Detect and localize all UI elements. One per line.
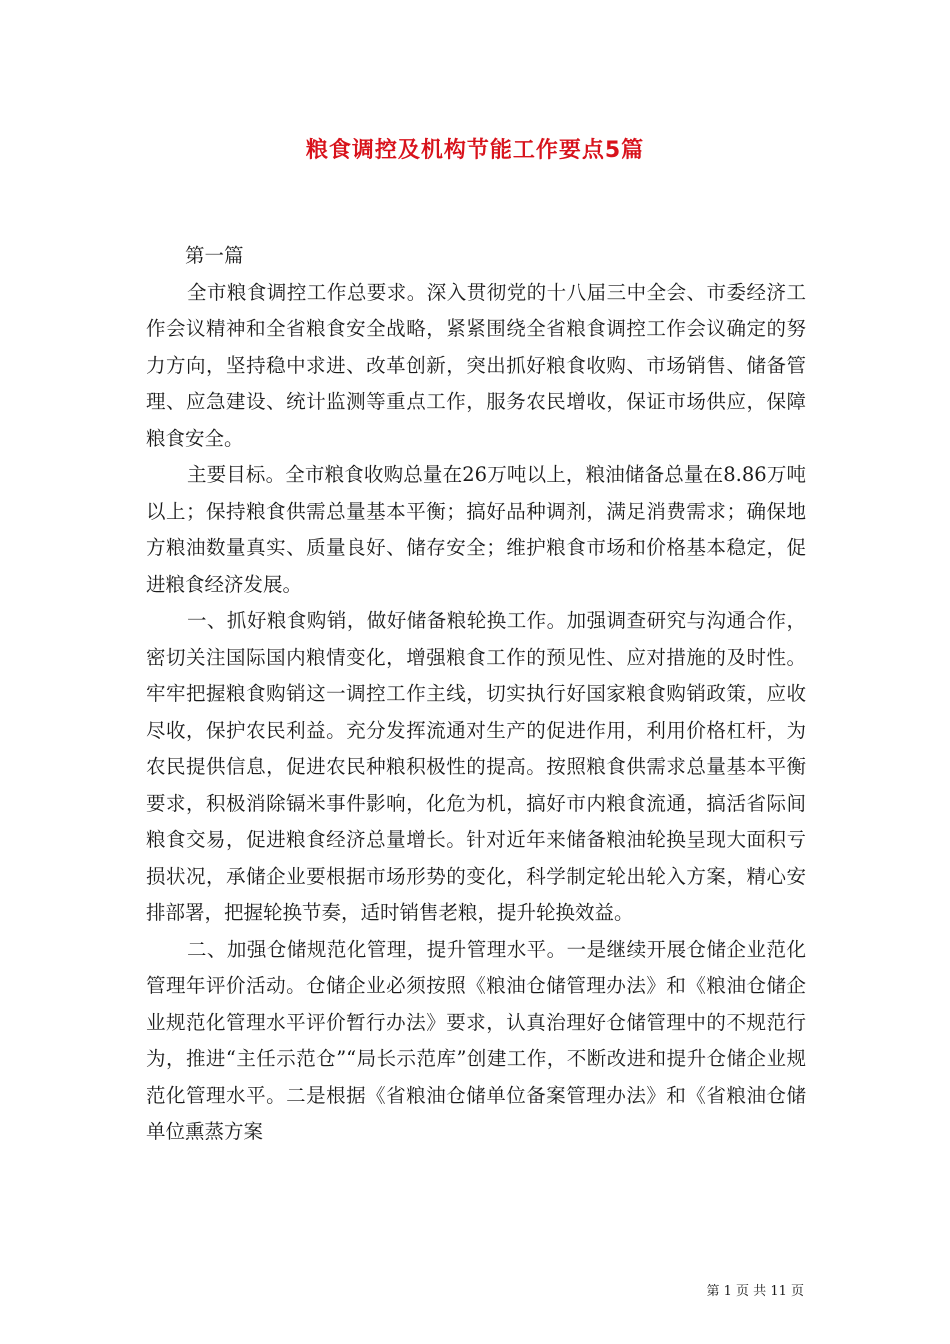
document-body bbox=[146, 238, 806, 1151]
document-title: 粮食调控及机构节能工作要点5篇 bbox=[305, 138, 645, 163]
paragraph-general-requirements: 全市粮食调控工作总要求。深入贯彻党的十八届三中全会、市委经济工作会议精神和全省粮食安全战略，紧紧围绕全省粮食调控工作会议确定的努力方向，坚持稳中求进、改革创新，突出抓好粮食收购、市场销售、储备管理、应急建设、统计监测等重点工作，服务农民增收，保证市场供应，保障粮食安全。 bbox=[146, 280, 806, 450]
section-label: 第一篇 bbox=[185, 244, 244, 267]
paragraph-main-targets: 主要目标。全市粮食收购总量在26万吨以上，粮油储备总量在8.86万吨以上；保持粮食供需总量基本平衡；搞好品种调剂，满足消费需求；确保地方粮油数量真实、质量良好、储存安全；维护粮食市场和价格基本稳定，促进粮食经济发展。 bbox=[146, 463, 806, 596]
paragraph-purchase-sales: 一、抓好粮食购销，做好储备粮轮换工作。加强调查研究与沟通合作，密切关注国际国内粮情变化，增强粮食工作的预见性、应对措施的及时性。牢牢把握粮食购销这一调控工作主线，切实执行好国家粮食购销政策，应收尽收，保护农民利益。充分发挥流通对生产的促进作用，利用价格杠杆，为农民提供信息，促进农民种粮积极性的提高。按照粮食供需求总量基本平衡要求，积极消除镉米事件影响，化危为机，搞好市内粮食流通，搞活省际间粮食交易，促进粮食经济总量增长。针对近年来储备粮油轮换呈现大面积亏损状况，承储企业要根据市场形势的变化，科学制定轮出轮入方案，精心安排部署，把握轮换节奏，适时销售老粮，提升轮换效益。 bbox=[146, 609, 806, 924]
paragraph-storage-management: 二、加强仓储规范化管理，提升管理水平。一是继续开展仓储企业范化管理年评价活动。仓储企业必须按照《粮油仓储管理办法》和《粮油仓储企业规范化管理水平评价暂行办法》要求，认真治理好仓储管理中的不规范行为，推进“主任示范仓”“局长示范库”创建工作，不断改进和提升仓储企业规范化管理水平。二是根据《省粮油仓储单位备案管理办法》和《省粮油仓储单位熏蒸方案 bbox=[146, 937, 806, 1143]
page-number: 第 1 页 共 11 页 bbox=[706, 1284, 804, 1299]
